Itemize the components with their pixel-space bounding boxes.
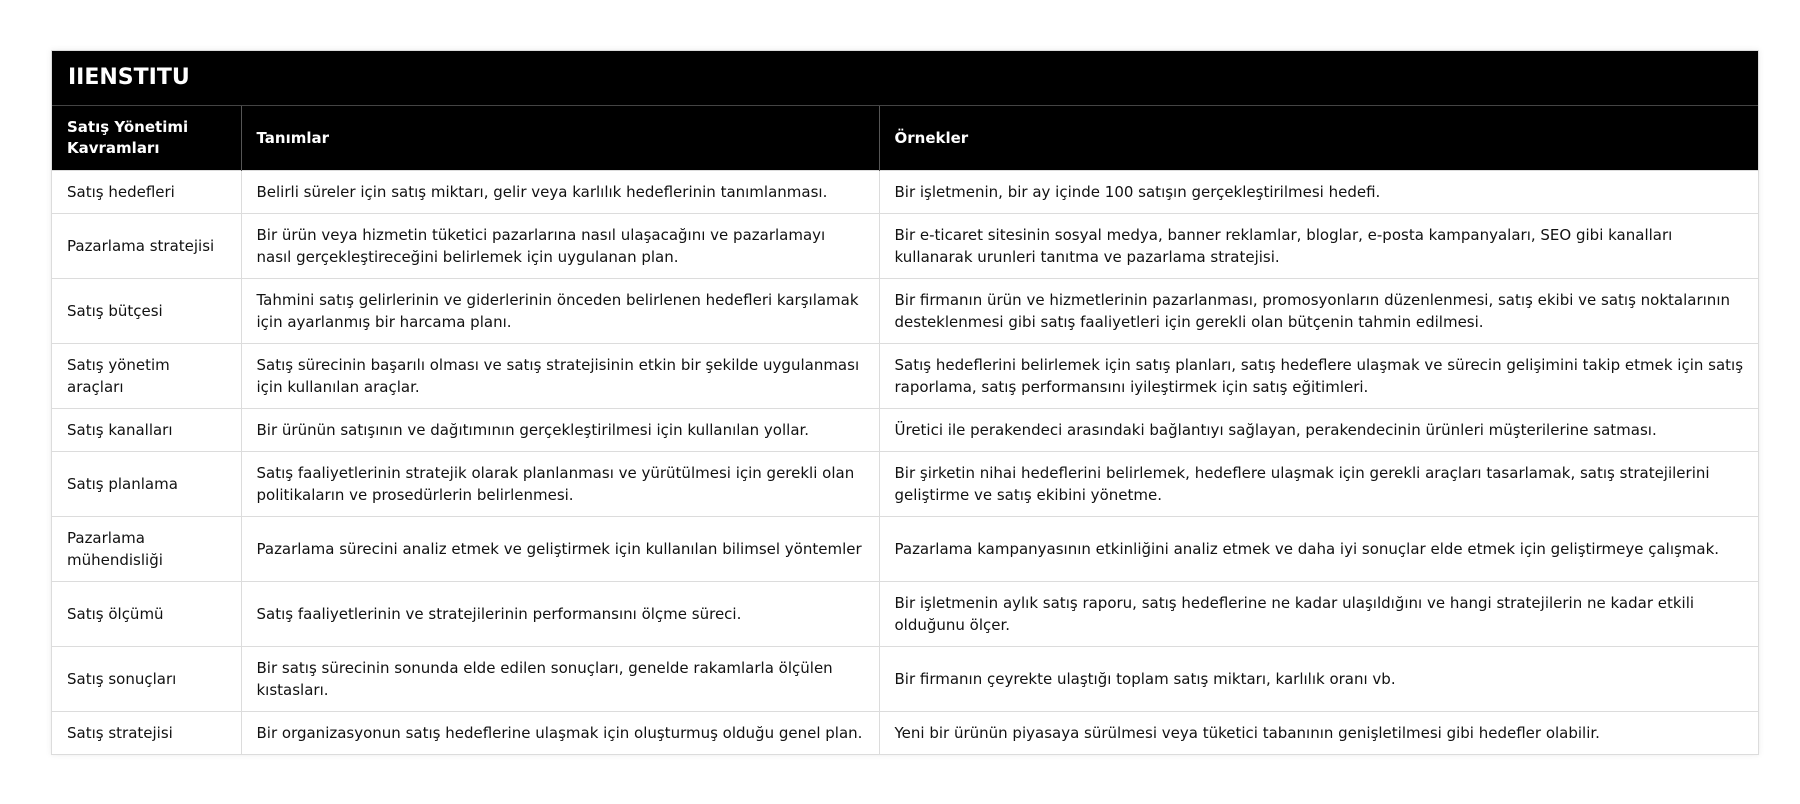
concept-cell: Pazarlama stratejisi bbox=[52, 214, 241, 279]
header-examples: Örnekler bbox=[879, 106, 1758, 171]
example-cell: Pazarlama kampanyasının etkinliğini analiz etmek ve daha iyi sonuçlar elde etmek için geliştirmeye çalışmak. bbox=[879, 517, 1758, 582]
table-row bbox=[52, 452, 1758, 517]
example-cell: Satış hedeflerini belirlemek için satış planları, satış hedeflere ulaşmak ve sürecin gelişimini takip etmek için satış raporlama, satış performansını iyileştirmek için satış eğitimleri. bbox=[879, 344, 1758, 409]
concept-cell: Satış ölçümü bbox=[52, 582, 241, 647]
table-row bbox=[52, 409, 1758, 452]
table-row bbox=[52, 647, 1758, 712]
table-row bbox=[52, 214, 1758, 279]
concept-cell: Pazarlama mühendisliği bbox=[52, 517, 241, 582]
example-cell: Bir işletmenin aylık satış raporu, satış hedeflerine ne kadar ulaşıldığını ve hangi stratejilerin ne kadar etkili olduğunu ölçer. bbox=[879, 582, 1758, 647]
table-row bbox=[52, 712, 1758, 755]
example-cell: Bir firmanın çeyrekte ulaştığı toplam satış miktarı, karlılık oranı vb. bbox=[879, 647, 1758, 712]
example-cell: Yeni bir ürünün piyasaya sürülmesi veya tüketici tabanının genişletilmesi gibi hedefler olabilir. bbox=[879, 712, 1758, 755]
definition-cell: Pazarlama sürecini analiz etmek ve geliştirmek için kullanılan bilimsel yöntemler bbox=[241, 517, 879, 582]
concept-cell: Satış bütçesi bbox=[52, 279, 241, 344]
header-definitions: Tanımlar bbox=[241, 106, 879, 171]
definition-cell: Tahmini satış gelirlerinin ve giderlerinin önceden belirlenen hedefleri karşılamak için ayarlanmış bir harcama planı. bbox=[241, 279, 879, 344]
definition-cell: Satış faaliyetlerinin stratejik olarak planlanması ve yürütülmesi için gerekli olan politikaların ve prosedürlerin belirlenmesi. bbox=[241, 452, 879, 517]
concept-cell: Satış kanalları bbox=[52, 409, 241, 452]
example-cell: Bir şirketin nihai hedeflerini belirlemek, hedeflere ulaşmak için gerekli araçları tasarlamak, satış stratejilerini geliştirme ve satış ekibini yönetme. bbox=[879, 452, 1758, 517]
concepts-table-card bbox=[51, 50, 1759, 755]
example-cell: Üretici ile perakendeci arasındaki bağlantıyı sağlayan, perakendecinin ürünleri müşterilerine satması. bbox=[879, 409, 1758, 452]
table-row bbox=[52, 517, 1758, 582]
concept-cell: Satış hedefleri bbox=[52, 171, 241, 214]
definition-cell: Bir ürün veya hizmetin tüketici pazarlarına nasıl ulaşacağını ve pazarlamayı nasıl gerçekleştireceğini belirlemek için uygulanan plan. bbox=[241, 214, 879, 279]
brand-title: IIENSTITU bbox=[52, 51, 1758, 106]
header-concepts: Satış Yönetimi Kavramları bbox=[52, 106, 241, 171]
concept-cell: Satış planlama bbox=[52, 452, 241, 517]
definition-cell: Belirli süreler için satış miktarı, gelir veya karlılık hedeflerinin tanımlanması. bbox=[241, 171, 879, 214]
example-cell: Bir işletmenin, bir ay içinde 100 satışın gerçekleştirilmesi hedefi. bbox=[879, 171, 1758, 214]
definition-cell: Satış sürecinin başarılı olması ve satış stratejisinin etkin bir şekilde uygulanması için kullanılan araçlar. bbox=[241, 344, 879, 409]
example-cell: Bir e-ticaret sitesinin sosyal medya, banner reklamlar, bloglar, e-posta kampanyaları, SEO gibi kanalları kullanarak urunleri tanıtma ve pazarlama stratejisi. bbox=[879, 214, 1758, 279]
table-header-row bbox=[52, 106, 1758, 171]
table-row bbox=[52, 582, 1758, 647]
definition-cell: Bir satış sürecinin sonunda elde edilen sonuçları, genelde rakamlarla ölçülen kıstasları. bbox=[241, 647, 879, 712]
example-cell: Bir firmanın ürün ve hizmetlerinin pazarlanması, promosyonların düzenlenmesi, satış ekibi ve satış noktalarının desteklenmesi gibi satış faaliyetleri için gerekli olan bütçenin tahmin edilmesi. bbox=[879, 279, 1758, 344]
definition-cell: Bir organizasyonun satış hedeflerine ulaşmak için oluşturmuş olduğu genel plan. bbox=[241, 712, 879, 755]
concepts-table bbox=[52, 106, 1758, 754]
concept-cell: Satış stratejisi bbox=[52, 712, 241, 755]
concept-cell: Satış sonuçları bbox=[52, 647, 241, 712]
table-row bbox=[52, 279, 1758, 344]
table-row bbox=[52, 171, 1758, 214]
definition-cell: Bir ürünün satışının ve dağıtımının gerçekleştirilmesi için kullanılan yollar. bbox=[241, 409, 879, 452]
definition-cell: Satış faaliyetlerinin ve stratejilerinin performansını ölçme süreci. bbox=[241, 582, 879, 647]
table-row bbox=[52, 344, 1758, 409]
concept-cell: Satış yönetim araçları bbox=[52, 344, 241, 409]
